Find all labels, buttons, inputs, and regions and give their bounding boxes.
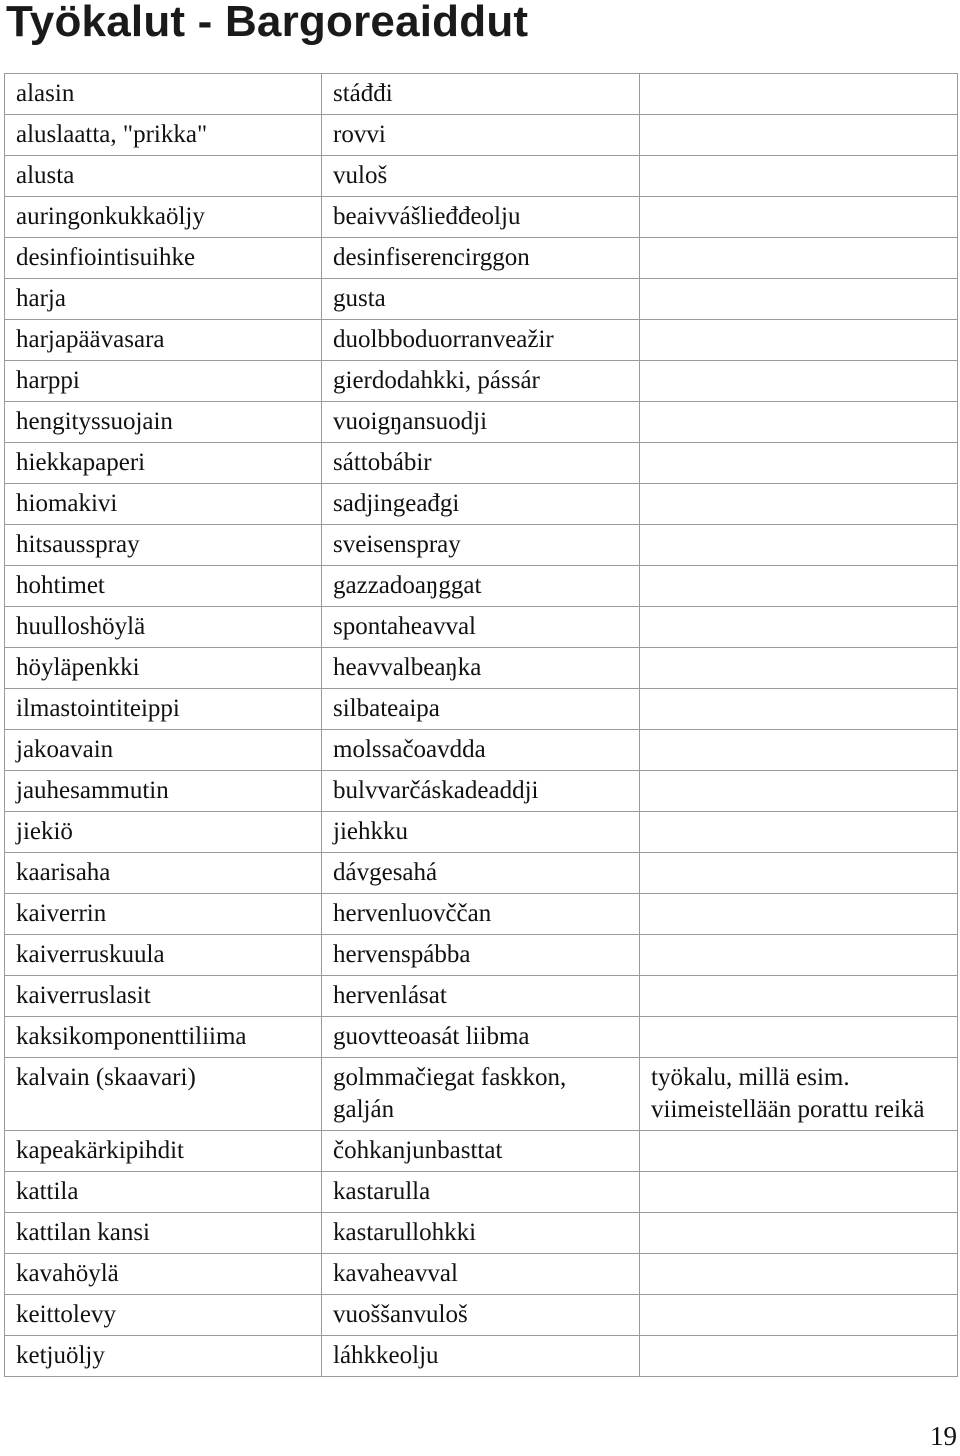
table-row	[5, 156, 958, 197]
finnish-term: hiekkapaperi	[5, 443, 322, 484]
finnish-term: kaksikomponenttiliima	[5, 1017, 322, 1058]
table-row	[5, 812, 958, 853]
table-row	[5, 976, 958, 1017]
sami-term: sadjingeađgi	[322, 484, 640, 525]
table-row	[5, 1254, 958, 1295]
sami-term: guovtteoasát liibma	[322, 1017, 640, 1058]
finnish-term: auringonkukkaöljy	[5, 197, 322, 238]
note	[640, 279, 958, 320]
table-row	[5, 607, 958, 648]
finnish-term: jauhesammutin	[5, 771, 322, 812]
note	[640, 1017, 958, 1058]
page-title: Työkalut - Bargoreaiddut	[6, 0, 529, 46]
note	[640, 361, 958, 402]
finnish-term: jakoavain	[5, 730, 322, 771]
finnish-term: kaiverruskuula	[5, 935, 322, 976]
sami-term: láhkkeolju	[322, 1336, 640, 1377]
table-row	[5, 484, 958, 525]
finnish-term: harppi	[5, 361, 322, 402]
note	[640, 648, 958, 689]
sami-term: stáđđi	[322, 74, 640, 115]
sami-term: silbateaipa	[322, 689, 640, 730]
sami-term: hervenspábba	[322, 935, 640, 976]
sami-term: kastarullohkki	[322, 1213, 640, 1254]
note	[640, 812, 958, 853]
table-row	[5, 115, 958, 156]
table-row	[5, 525, 958, 566]
finnish-term: kaiverruslasit	[5, 976, 322, 1017]
note	[640, 1336, 958, 1377]
note: työkalu, millä esim. viimeistellään porattu reikä	[640, 1058, 958, 1131]
note	[640, 197, 958, 238]
finnish-term: harja	[5, 279, 322, 320]
table-row	[5, 197, 958, 238]
sami-term: desinfiserencirggon	[322, 238, 640, 279]
finnish-term: keittolevy	[5, 1295, 322, 1336]
note	[640, 1213, 958, 1254]
finnish-term: kalvain (skaavari)	[5, 1058, 322, 1131]
table-row	[5, 730, 958, 771]
table-row	[5, 238, 958, 279]
note	[640, 853, 958, 894]
sami-term: kastarulla	[322, 1172, 640, 1213]
finnish-term: alusta	[5, 156, 322, 197]
sami-term: jiehkku	[322, 812, 640, 853]
sami-term: molssačoavdda	[322, 730, 640, 771]
table-row	[5, 894, 958, 935]
finnish-term: jiekiö	[5, 812, 322, 853]
table-row	[5, 279, 958, 320]
note	[640, 74, 958, 115]
sami-term: gazzadoaŋggat	[322, 566, 640, 607]
table-row	[5, 74, 958, 115]
sami-term: dávgesahá	[322, 853, 640, 894]
note	[640, 484, 958, 525]
table-row	[5, 566, 958, 607]
sami-term: gusta	[322, 279, 640, 320]
table-row	[5, 771, 958, 812]
finnish-term: ilmastointiteippi	[5, 689, 322, 730]
table-row	[5, 1336, 958, 1377]
glossary-body	[5, 74, 958, 1377]
sami-term: duolbboduorranveažir	[322, 320, 640, 361]
table-row	[5, 648, 958, 689]
note	[640, 689, 958, 730]
sami-term: heavvalbeaŋka	[322, 648, 640, 689]
table-row	[5, 320, 958, 361]
note	[640, 525, 958, 566]
sami-term: vuloš	[322, 156, 640, 197]
finnish-term: kapeakärkipihdit	[5, 1131, 322, 1172]
finnish-term: desinfiointisuihke	[5, 238, 322, 279]
sami-term: bulvvarčáskadeaddji	[322, 771, 640, 812]
sami-term: vuoigŋansuodji	[322, 402, 640, 443]
note	[640, 238, 958, 279]
note	[640, 607, 958, 648]
note	[640, 1131, 958, 1172]
table-row	[5, 1295, 958, 1336]
sami-term: beaivvášlieđđeolju	[322, 197, 640, 238]
table-row	[5, 935, 958, 976]
note	[640, 115, 958, 156]
table-row	[5, 402, 958, 443]
finnish-term: kaarisaha	[5, 853, 322, 894]
note	[640, 402, 958, 443]
finnish-term: alasin	[5, 74, 322, 115]
table-row	[5, 443, 958, 484]
note	[640, 730, 958, 771]
sami-term: sveisenspray	[322, 525, 640, 566]
note	[640, 1172, 958, 1213]
finnish-term: kavahöylä	[5, 1254, 322, 1295]
table-row	[5, 1017, 958, 1058]
note	[640, 156, 958, 197]
sami-term: kavaheavval	[322, 1254, 640, 1295]
table-row	[5, 853, 958, 894]
note	[640, 976, 958, 1017]
finnish-term: harjapäävasara	[5, 320, 322, 361]
note	[640, 771, 958, 812]
finnish-term: kattila	[5, 1172, 322, 1213]
finnish-term: höyläpenkki	[5, 648, 322, 689]
note	[640, 443, 958, 484]
table-row	[5, 1213, 958, 1254]
sami-term: vuoššanvuloš	[322, 1295, 640, 1336]
table-row	[5, 1058, 958, 1131]
note	[640, 894, 958, 935]
finnish-term: ketjuöljy	[5, 1336, 322, 1377]
sami-term: spontaheavval	[322, 607, 640, 648]
table-row	[5, 689, 958, 730]
finnish-term: hitsausspray	[5, 525, 322, 566]
table-row	[5, 1131, 958, 1172]
sami-term: golmmačiegat faskkon, galján	[322, 1058, 640, 1131]
finnish-term: huulloshöylä	[5, 607, 322, 648]
note	[640, 935, 958, 976]
note	[640, 320, 958, 361]
finnish-term: hohtimet	[5, 566, 322, 607]
finnish-term: kaiverrin	[5, 894, 322, 935]
finnish-term: hengityssuojain	[5, 402, 322, 443]
sami-term: čohkanjunbasttat	[322, 1131, 640, 1172]
finnish-term: hiomakivi	[5, 484, 322, 525]
sami-term: sáttobábir	[322, 443, 640, 484]
sami-term: gierdodahkki, pássár	[322, 361, 640, 402]
note	[640, 566, 958, 607]
note	[640, 1254, 958, 1295]
glossary-table	[4, 73, 958, 1377]
sami-term: rovvi	[322, 115, 640, 156]
note	[640, 1295, 958, 1336]
sami-term: hervenluovččan	[322, 894, 640, 935]
sami-term: hervenlásat	[322, 976, 640, 1017]
page-number: 19	[930, 1421, 957, 1451]
table-row	[5, 1172, 958, 1213]
table-row	[5, 361, 958, 402]
finnish-term: aluslaatta, "prikka"	[5, 115, 322, 156]
finnish-term: kattilan kansi	[5, 1213, 322, 1254]
